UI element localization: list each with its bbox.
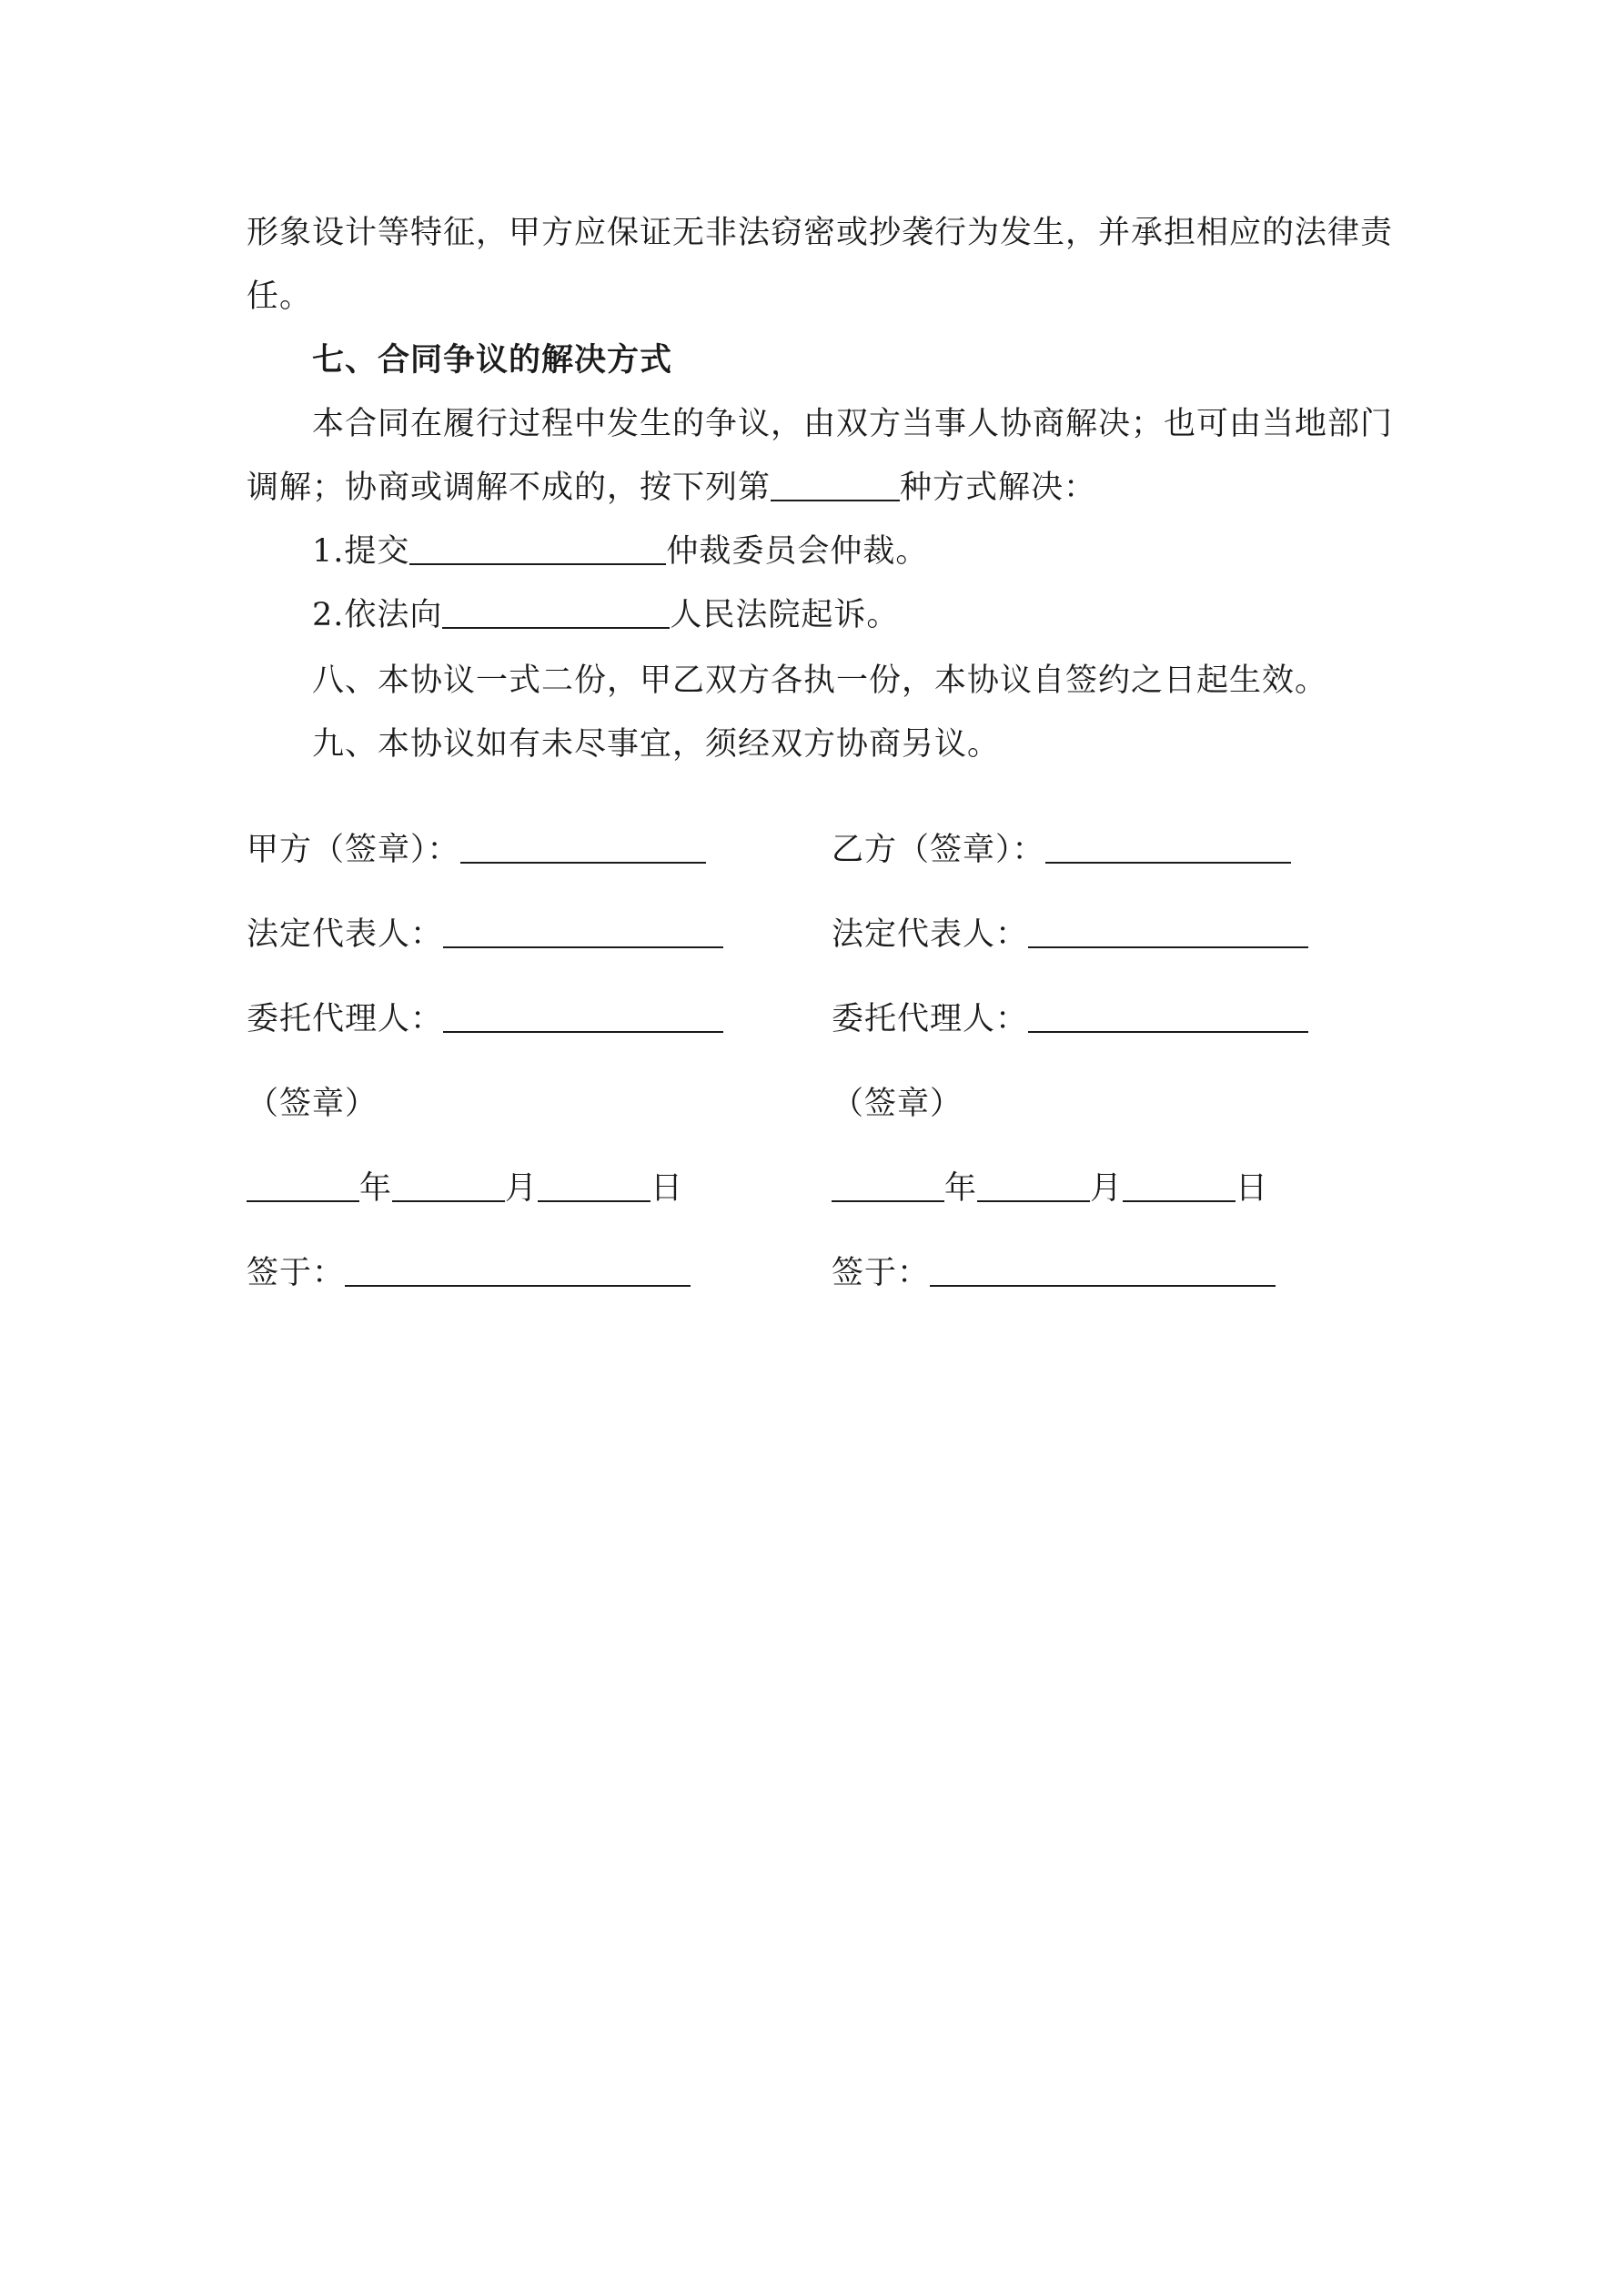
party-b-year-label: 年 bbox=[944, 1170, 978, 1207]
party-b-sign-row bbox=[832, 830, 1291, 870]
party-b-month-label: 月 bbox=[1090, 1170, 1124, 1207]
party-a-rep-blank bbox=[443, 919, 723, 948]
party-a-agent-row bbox=[247, 999, 723, 1039]
list-item bbox=[312, 531, 928, 571]
party-a-agent-blank bbox=[443, 1004, 723, 1033]
list-item-text: 仲裁委员会仲裁。 bbox=[666, 533, 929, 570]
party-b-place-label: 签于： bbox=[832, 1255, 931, 1291]
party-a-sign-row bbox=[247, 830, 706, 870]
paragraph-line: 八、本协议一式二份，甲乙双方各执一份，本协议自签约之日起生效。 bbox=[312, 663, 1328, 699]
paragraph-line bbox=[247, 468, 1096, 508]
party-a-rep-label: 法定代表人： bbox=[247, 916, 444, 953]
party-a-year-label: 年 bbox=[359, 1170, 393, 1207]
list-item-text: 人民法院起诉。 bbox=[670, 597, 900, 633]
party-b-day-blank bbox=[1123, 1173, 1236, 1202]
party-b-rep-blank bbox=[1028, 919, 1308, 948]
paragraph-line: 任。 bbox=[247, 278, 313, 315]
party-b-sign-label: 乙方（签章）： bbox=[832, 832, 1045, 868]
party-a-place-label: 签于： bbox=[247, 1255, 346, 1291]
paragraph-line: 形象设计等特征，甲方应保证无非法窃密或抄袭行为发生，并承担相应的法律责 bbox=[247, 215, 1394, 251]
party-b-seal-label: （签章） bbox=[832, 1086, 963, 1122]
party-a-day-label: 日 bbox=[651, 1170, 684, 1207]
party-a-rep-row bbox=[247, 915, 723, 955]
party-a-month-blank bbox=[392, 1173, 505, 1202]
paragraph-line: 九、本协议如有未尽事宜，须经双方协商另议。 bbox=[312, 726, 1001, 763]
party-a-place-row bbox=[247, 1253, 691, 1293]
list-item-text: 1.提交 bbox=[312, 533, 410, 570]
party-a-year-blank bbox=[247, 1173, 359, 1202]
party-b-year-blank bbox=[832, 1173, 944, 1202]
party-b-rep-label: 法定代表人： bbox=[832, 916, 1029, 953]
paragraph-line: 本合同在履行过程中发生的争议，由双方当事人协商解决；也可由当地部门 bbox=[312, 406, 1394, 442]
party-b-sign-blank bbox=[1045, 834, 1291, 864]
party-a-seal-label: （签章） bbox=[247, 1086, 378, 1122]
party-a-sign-blank bbox=[460, 834, 706, 864]
party-b-date-row bbox=[832, 1168, 1268, 1209]
method-number-blank bbox=[771, 472, 900, 501]
party-a-agent-label: 委托代理人： bbox=[247, 1001, 444, 1037]
party-b-agent-row bbox=[832, 999, 1308, 1039]
section-heading: 七、合同争议的解决方式 bbox=[312, 341, 673, 379]
paragraph-text: 种方式解决： bbox=[900, 470, 1097, 506]
party-a-day-blank bbox=[538, 1173, 651, 1202]
party-b-rep-row bbox=[832, 915, 1308, 955]
paragraph-text: 调解；协商或调解不成的，按下列第 bbox=[247, 470, 772, 506]
party-a-place-blank bbox=[345, 1258, 691, 1287]
party-a-sign-label: 甲方（签章）： bbox=[247, 832, 460, 868]
party-b-place-row bbox=[832, 1253, 1276, 1293]
party-b-month-blank bbox=[977, 1173, 1090, 1202]
court-name-blank bbox=[442, 600, 670, 629]
list-item-text: 2.依法向 bbox=[312, 597, 443, 633]
party-a-month-label: 月 bbox=[505, 1170, 539, 1207]
party-b-agent-blank bbox=[1028, 1004, 1308, 1033]
arbitration-committee-blank bbox=[409, 536, 666, 565]
party-a-date-row bbox=[247, 1168, 683, 1209]
party-b-place-blank bbox=[930, 1258, 1276, 1287]
party-b-day-label: 日 bbox=[1236, 1170, 1269, 1207]
party-b-agent-label: 委托代理人： bbox=[832, 1001, 1029, 1037]
list-item bbox=[312, 595, 899, 635]
